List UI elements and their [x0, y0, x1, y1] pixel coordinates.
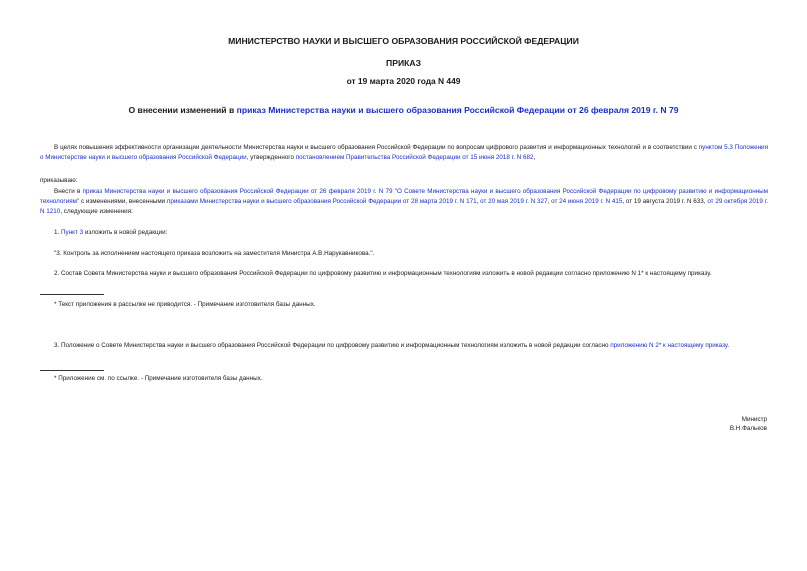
- quote-paragraph: "3. Контроль за исполнением настоящего приказа возложить на заместителя Министра А.В.Нарукавникова.".: [54, 250, 375, 257]
- intro-link-regulation[interactable]: пунктом 5.3 Положения о Министерстве науки и высшего образования Российской Федерации: [40, 144, 768, 161]
- main-link-order-415[interactable]: от 24 июня 2019 г. N 415: [551, 198, 623, 205]
- item-3-text: 3. Положение о Совете Министерства науки и высшего образования Российской Федерации по цифровому развитию и информационным технологиям изложить в новой редакции согласно: [54, 342, 611, 349]
- footnote-1: * Текст приложения в рассылке не приводится. - Примечание изготовителя базы данных.: [54, 301, 316, 308]
- main-text-1: Внести в: [54, 188, 83, 195]
- intro-text-3: ,: [533, 154, 536, 161]
- intro-link-decree[interactable]: постановлением Правительства Российской Федерации от 15 июня 2018 г. N 682: [295, 154, 534, 161]
- main-link-order-79[interactable]: приказ Министерства науки и высшего образования Российской Федерации от 26 февраля 2019 г. N 79 "О Совете Министерства науки и высшего образования Российской Федерации по цифровому развитию и информационным технологиям": [40, 188, 769, 205]
- footnote-rule-2: [40, 370, 104, 371]
- item-3-end: .: [727, 342, 730, 349]
- signature-name: В.Н.Фальков: [729, 425, 767, 432]
- doc-type-heading: ПРИКАЗ: [386, 58, 421, 68]
- intro-paragraph: [40, 143, 768, 163]
- document-title: [0, 105, 807, 115]
- order-word: приказываю:: [40, 177, 78, 184]
- main-link-order-1210[interactable]: от 29 октября 2019 г. N 1210: [40, 198, 768, 215]
- main-text-3: ,: [476, 198, 481, 205]
- intro-text-2: , утвержденного: [246, 154, 296, 161]
- main-link-order-327[interactable]: от 20 мая 2019 г. N 327: [480, 198, 548, 205]
- main-text-2: с изменениями, внесенными: [79, 198, 167, 205]
- item-3: [40, 341, 768, 351]
- title-prefix: О внесении изменений в: [128, 105, 237, 115]
- main-text-4: ,: [547, 198, 552, 205]
- signature-position: Министр: [741, 416, 767, 423]
- item-1: [40, 228, 768, 238]
- ministry-heading: МИНИСТЕРСТВО НАУКИ И ВЫСШЕГО ОБРАЗОВАНИЯ РОССИЙСКОЙ ФЕДЕРАЦИИ: [228, 36, 579, 46]
- item-1-text: изложить в новой редакции:: [83, 229, 168, 236]
- title-link[interactable]: приказ Министерства науки и высшего образования Российской Федерации от 26 февраля 2019 г. N 79: [236, 105, 679, 115]
- item-1-link-point-3[interactable]: Пункт 3: [61, 229, 84, 236]
- footnote-2: * Приложение см. по ссылке. - Примечание изготовителя базы данных.: [54, 375, 263, 382]
- main-link-order-171[interactable]: приказами Министерства науки и высшего образования Российской Федерации от 28 марта 2019 г. N 171: [166, 198, 477, 205]
- date-number: от 19 марта 2020 года N 449: [346, 76, 461, 86]
- item-2: 2. Состав Совета Министерства науки и высшего образования Российской Федерации по цифровому развитию и информационным технологиям изложить в новой редакции согласно приложению N 1* к настоящему приказу.: [54, 270, 712, 277]
- item-1-number: 1.: [54, 229, 62, 236]
- footnote-rule-1: [40, 294, 104, 295]
- main-paragraph: [40, 187, 768, 217]
- item-3-link-appendix-2[interactable]: приложению N 2* к настоящему приказу: [610, 342, 728, 349]
- intro-text-1: В целях повышения эффективности организации деятельности Министерства науки и высшего образования Российской Федерации по вопросам цифрового развития и информационных технологий и в соответствии с: [54, 144, 699, 151]
- main-text-6: , следующие изменения:: [60, 208, 133, 215]
- main-text-5: , от 19 августа 2019 г. N 633,: [622, 198, 708, 205]
